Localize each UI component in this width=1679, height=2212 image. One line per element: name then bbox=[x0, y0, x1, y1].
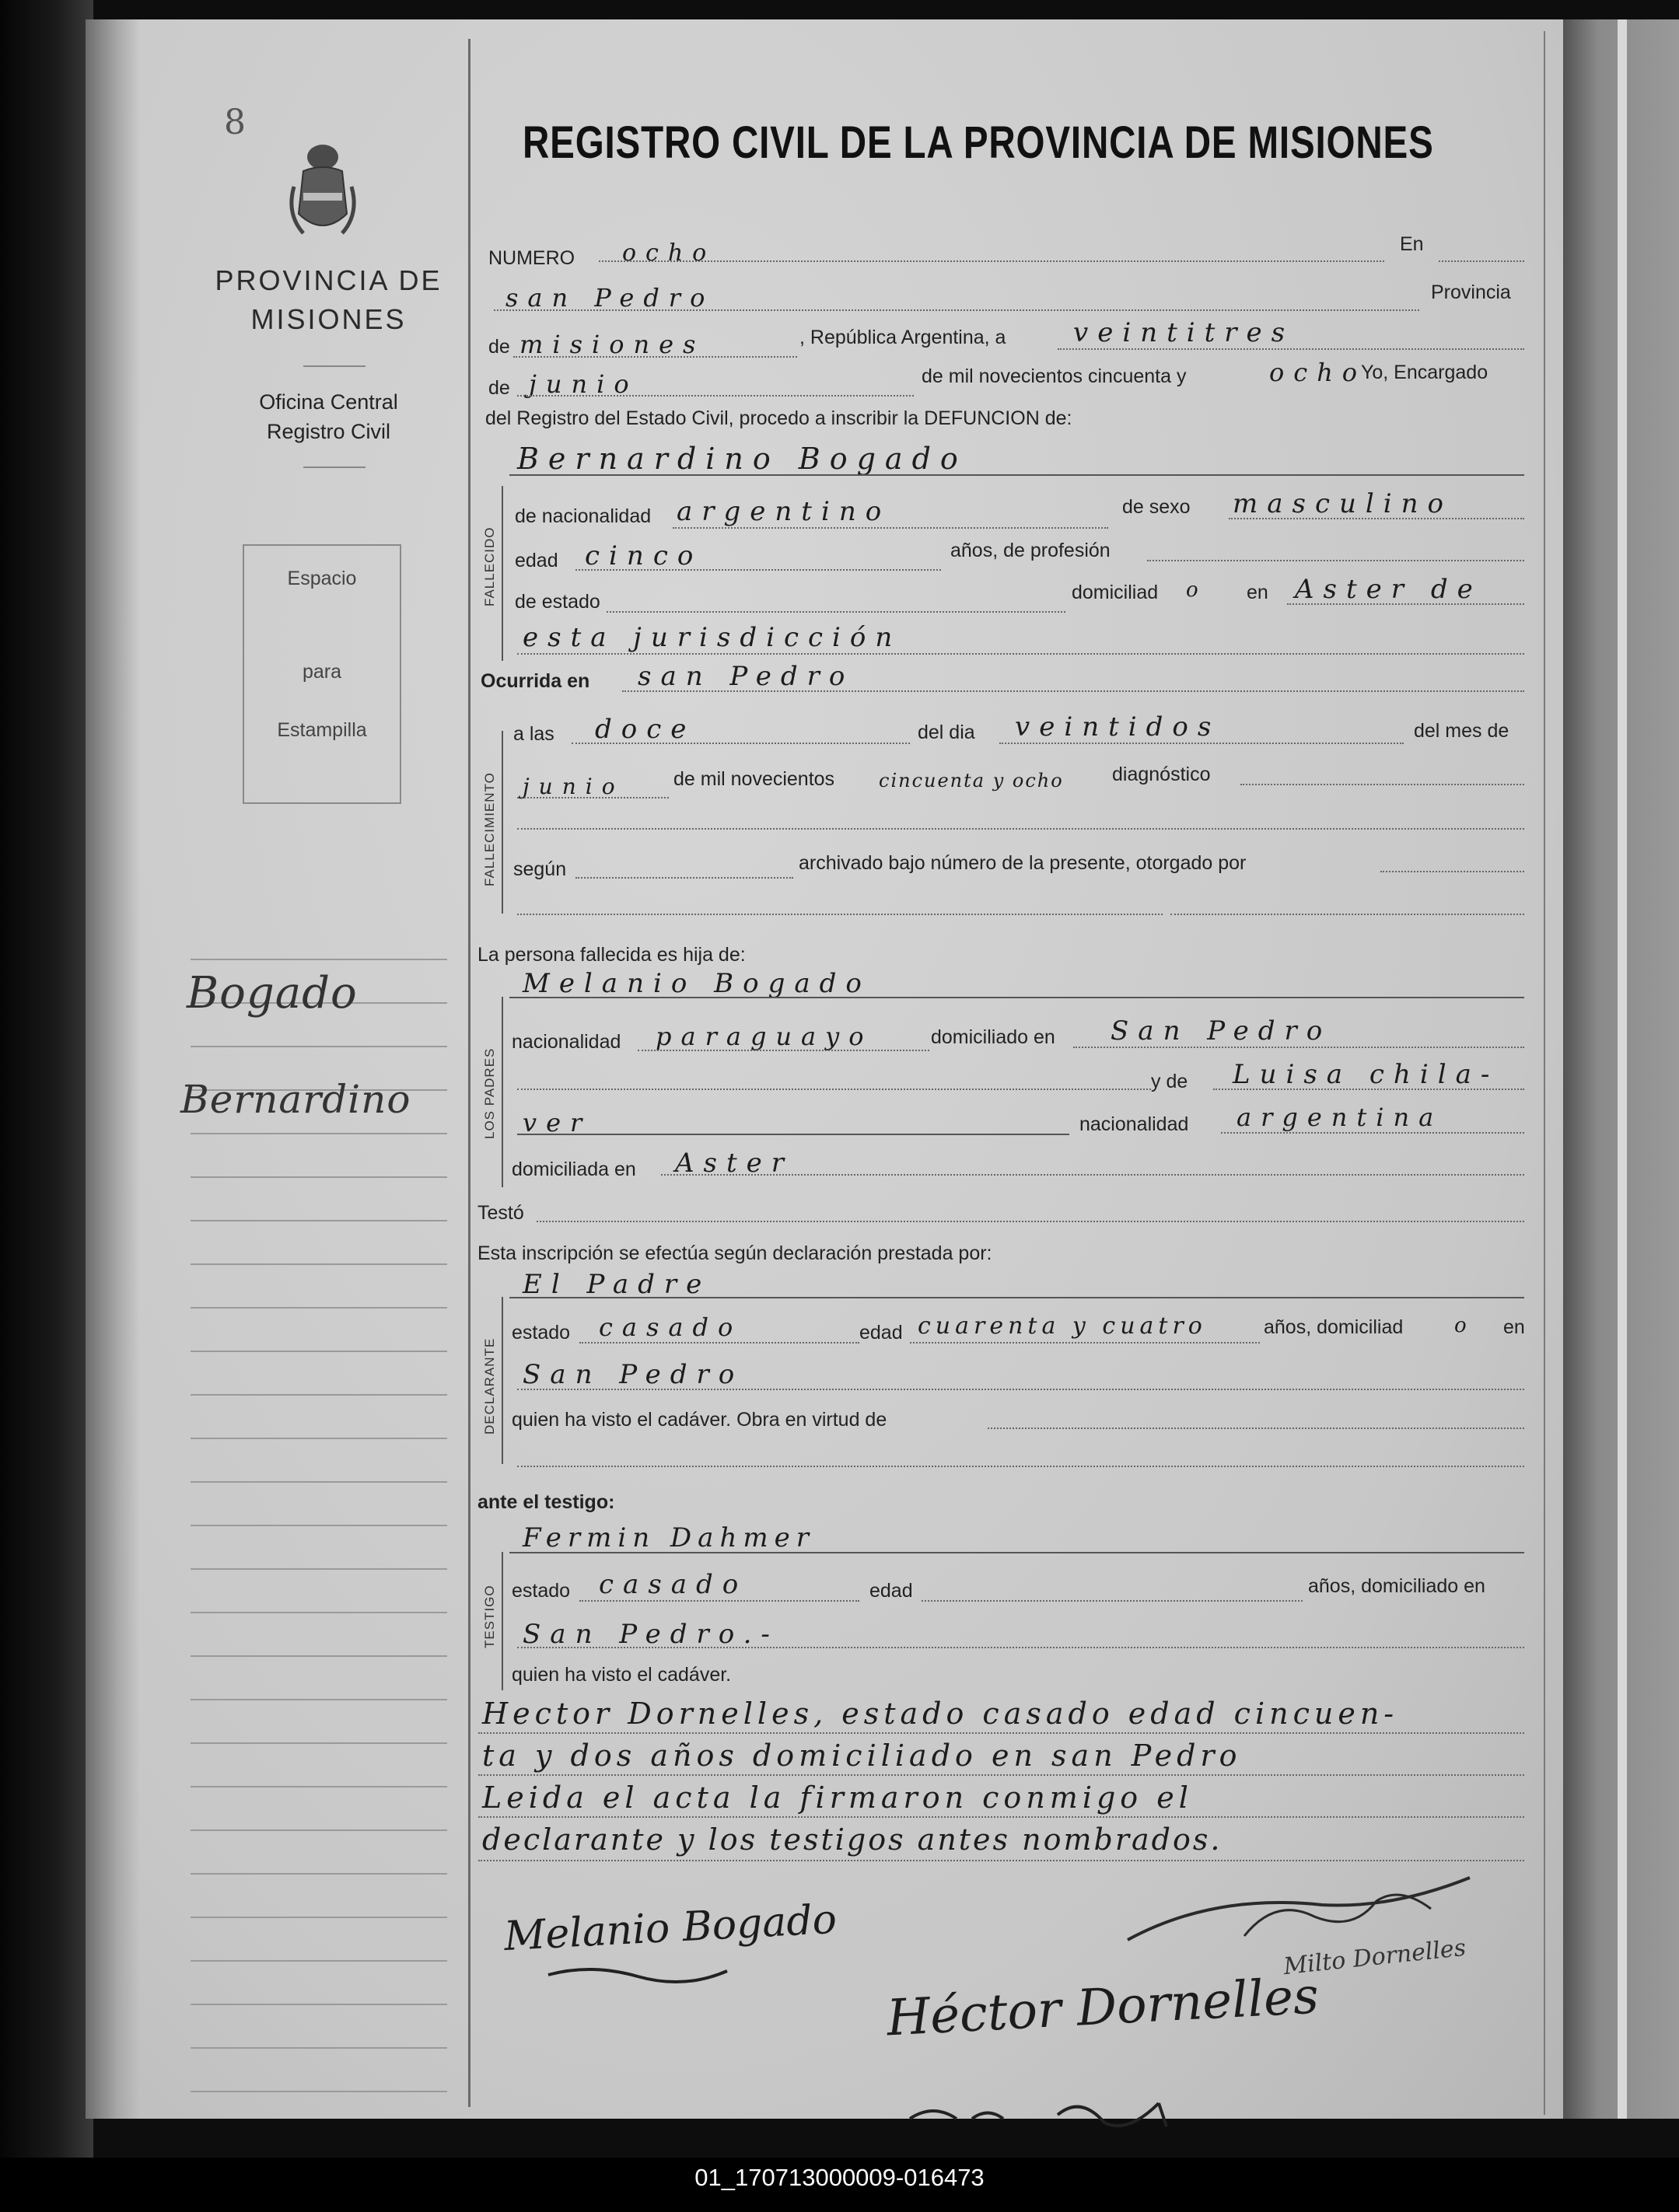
official-signature-mark bbox=[902, 2084, 1229, 2138]
dia-value: veintidos bbox=[1015, 711, 1221, 743]
document-title: REGISTRO CIVIL DE LA PROVINCIA DE MISIONES bbox=[523, 117, 1434, 168]
padre-domicilio-line bbox=[1073, 1047, 1524, 1048]
hora-value: doce bbox=[595, 714, 696, 745]
margin-rule bbox=[191, 1699, 447, 1700]
office-line1: Oficina Central bbox=[259, 390, 398, 414]
declarante-estado-label: estado bbox=[512, 1322, 571, 1344]
signature-1-underline bbox=[544, 1959, 731, 1990]
testigo-estado-label: estado bbox=[512, 1580, 571, 1602]
signature-3: Milto Dornelles bbox=[1282, 1934, 1467, 1981]
diagnostico-label: diagnóstico bbox=[1112, 764, 1211, 785]
edad-line bbox=[575, 569, 941, 571]
domiciliada-value: Aster bbox=[675, 1148, 794, 1179]
fallecimiento-section-label: FALLECIMIENTO bbox=[482, 772, 497, 886]
margin-rule bbox=[191, 1742, 447, 1744]
padres-bracket bbox=[502, 997, 503, 1187]
stamp-line3: Estampilla bbox=[277, 719, 367, 741]
diagnostico-line bbox=[1240, 784, 1524, 785]
page-gutter-shadow bbox=[86, 19, 140, 2119]
declarante-name: El Padre bbox=[523, 1269, 712, 1300]
signature-1: Melanio Bogado bbox=[502, 1896, 838, 1961]
estado-label: de estado bbox=[515, 591, 600, 613]
margin-name: Bernardino bbox=[180, 1077, 411, 1122]
national-coat-of-arms-icon bbox=[280, 140, 366, 249]
notes-rule-2 bbox=[478, 1774, 1524, 1776]
declarante-edad-value: cuarenta y cuatro bbox=[918, 1312, 1207, 1340]
padre-nacionalidad-line bbox=[638, 1050, 929, 1051]
day-value: veintitres bbox=[1073, 317, 1295, 348]
numero-value: ocho bbox=[622, 239, 716, 267]
declarante-domicilio-line bbox=[517, 1389, 1524, 1390]
declarante-visto-label: quien ha visto el cadáver. Obra en virtud de bbox=[512, 1409, 887, 1431]
madre-nacionalidad-label: nacionalidad bbox=[1079, 1113, 1189, 1135]
margin-rule bbox=[191, 1525, 447, 1526]
declarante-domicilio-value: San Pedro bbox=[523, 1359, 744, 1390]
archivado-line-2 bbox=[517, 914, 1163, 915]
declarante-section-label: DECLARANTE bbox=[482, 1337, 497, 1434]
province-title-line2: MISIONES bbox=[250, 303, 407, 335]
mes-line bbox=[517, 797, 669, 798]
testigo-anios-label: años, domiciliado en bbox=[1308, 1575, 1485, 1597]
margin-rule bbox=[191, 1960, 447, 1962]
margin-rule bbox=[191, 1307, 447, 1309]
image-identifier: 01_170713000009-016473 bbox=[694, 2164, 985, 2191]
archivado-line bbox=[1380, 871, 1524, 872]
numero-label: NUMERO bbox=[488, 247, 575, 269]
padres-section-label: LOS PADRES bbox=[482, 1047, 497, 1139]
day-line bbox=[1058, 348, 1524, 350]
madre-line bbox=[1213, 1089, 1524, 1090]
margin-rule bbox=[191, 959, 447, 960]
hora-line bbox=[572, 743, 910, 744]
province-value: misiones bbox=[519, 330, 705, 359]
fallecimiento-bracket bbox=[502, 731, 503, 914]
notes-line3: Leida el acta la firmaron conmigo el bbox=[482, 1780, 1193, 1815]
sexo-label: de sexo bbox=[1122, 496, 1191, 518]
margin-surname: Bogado bbox=[187, 968, 358, 1019]
month-value: junio bbox=[529, 369, 638, 399]
mes-value: junio bbox=[523, 774, 624, 799]
republica-label: , República Argentina, a bbox=[799, 327, 1006, 348]
domicilio-line bbox=[1287, 603, 1524, 605]
domiciliada-line bbox=[661, 1174, 1524, 1176]
declarante-estado-line bbox=[579, 1342, 859, 1344]
declarante-estado-value: casado bbox=[599, 1312, 743, 1342]
testo-line bbox=[537, 1221, 1524, 1222]
madre-nacionalidad-line bbox=[1221, 1132, 1524, 1134]
ocurrida-label: Ocurrida en bbox=[481, 670, 590, 692]
del-dia-label: del dia bbox=[918, 722, 975, 743]
stamp-line1: Espacio bbox=[287, 568, 357, 589]
margin-rule bbox=[191, 2091, 447, 2092]
segun-label: según bbox=[513, 858, 567, 880]
office-line2: Registro Civil bbox=[266, 420, 391, 443]
testigo-section-label: TESTIGO bbox=[482, 1585, 497, 1648]
deceased-name-line bbox=[509, 474, 1524, 476]
en-label: En bbox=[1400, 233, 1424, 255]
sexo-value: masculino bbox=[1233, 488, 1453, 519]
margin-rule bbox=[191, 1655, 447, 1657]
provincia-label: Provincia bbox=[1431, 281, 1511, 303]
encargado-label: Yo, Encargado bbox=[1361, 362, 1488, 383]
domicilio-line-2 bbox=[517, 653, 1524, 655]
testo-label: Testó bbox=[477, 1202, 524, 1224]
padre-nacionalidad-value: paraguayo bbox=[656, 1022, 873, 1051]
page-number: 8 bbox=[224, 103, 246, 142]
padre-line bbox=[509, 997, 1524, 998]
declarante-edad-label: edad bbox=[859, 1322, 903, 1344]
testigo-estado-line bbox=[579, 1600, 859, 1602]
book-binding bbox=[0, 0, 93, 2212]
margin-rule bbox=[191, 1220, 447, 1221]
margin-rule bbox=[191, 1351, 447, 1352]
segun-line bbox=[575, 877, 793, 879]
archivado-label: archivado bajo número de la presente, otorgado por bbox=[799, 852, 1247, 874]
fallecido-bracket bbox=[502, 486, 503, 661]
adjacent-page-edge bbox=[1618, 19, 1627, 2119]
anio-label: de mil novecientos bbox=[673, 768, 835, 790]
testigo-visto-label: quien ha visto el cadáver. bbox=[512, 1664, 732, 1686]
witness-signature-flourish bbox=[1120, 1862, 1485, 1955]
margin-rule bbox=[191, 1176, 447, 1178]
nacionalidad-line bbox=[673, 527, 1108, 529]
stamp-line2: para bbox=[302, 661, 342, 683]
margin-rule bbox=[191, 1481, 447, 1483]
notes-rule-3 bbox=[478, 1816, 1524, 1818]
nacionalidad-label: de nacionalidad bbox=[515, 505, 652, 527]
province-title-line1: PROVINCIA DE bbox=[215, 264, 442, 296]
notes-line2: ta y dos años domiciliado en san Pedro bbox=[482, 1738, 1242, 1773]
domicilio-value-2: esta jurisdicción bbox=[523, 622, 902, 653]
declarante-edad-line bbox=[910, 1342, 1260, 1344]
padre-domiciliado-label: domiciliado en bbox=[931, 1026, 1055, 1048]
margin-rule bbox=[191, 1917, 447, 1918]
padre-domicilio-value: San Pedro bbox=[1111, 1015, 1332, 1047]
testigo-edad-line bbox=[922, 1600, 1303, 1602]
archivado-line-3 bbox=[1170, 914, 1524, 915]
declarante-intro-label: Esta inscripción se efectúa según declaración prestada por: bbox=[477, 1242, 992, 1264]
declarante-bracket bbox=[502, 1297, 503, 1464]
margin-rule bbox=[191, 2004, 447, 2005]
margin-rule bbox=[191, 1133, 447, 1134]
padre-extra-line bbox=[517, 1089, 1151, 1090]
madre-nacionalidad-value: argentina bbox=[1237, 1103, 1443, 1132]
margin-rule bbox=[191, 1568, 447, 1570]
testigo-estado-value: casado bbox=[599, 1569, 748, 1600]
padres-intro-label: La persona fallecida es hija de: bbox=[477, 944, 746, 966]
en-line bbox=[1439, 260, 1524, 262]
margin-rule bbox=[191, 1438, 447, 1439]
declarante-visto-line-2 bbox=[517, 1466, 1524, 1467]
margin-rule bbox=[191, 1873, 447, 1875]
notes-rule-4 bbox=[478, 1860, 1524, 1861]
profesion-label: años, de profesión bbox=[950, 540, 1111, 561]
domicilio-en-label: en bbox=[1247, 582, 1268, 603]
testigo-name-line bbox=[509, 1552, 1524, 1553]
margin-rule bbox=[191, 1612, 447, 1613]
madre-line-2 bbox=[517, 1134, 1069, 1135]
testigo-domicilio-line bbox=[517, 1647, 1524, 1648]
de-label: de bbox=[488, 336, 510, 358]
declarante-anios-suffix: o bbox=[1454, 1314, 1467, 1337]
ocurrida-line bbox=[622, 690, 1524, 692]
margin-rule bbox=[191, 2047, 447, 2049]
testigo-domicilio-value: San Pedro.- bbox=[523, 1619, 779, 1650]
domiciliada-label: domiciliada en bbox=[512, 1158, 636, 1180]
madre-value: Luisa chila- bbox=[1233, 1059, 1499, 1090]
del-mes-label: del mes de bbox=[1414, 720, 1509, 742]
nacionalidad-value: argentino bbox=[677, 496, 891, 527]
notes-line4: declarante y los testigos antes nombrados. bbox=[482, 1822, 1223, 1857]
notes-line1: Hector Dornelles, estado casado edad cincuen- bbox=[482, 1697, 1399, 1731]
dia-line bbox=[999, 743, 1404, 744]
testigo-edad-label: edad bbox=[869, 1580, 913, 1602]
diagnostico-line-2 bbox=[517, 828, 1524, 830]
anio-value: cincuenta y ocho bbox=[879, 770, 1064, 791]
place-value: san Pedro bbox=[505, 283, 715, 313]
declarante-name-line bbox=[509, 1297, 1524, 1298]
margin-rule bbox=[191, 1394, 447, 1396]
testigo-intro-label: ante el testigo: bbox=[477, 1491, 615, 1513]
domiciliado-suffix: o bbox=[1186, 578, 1198, 602]
madre-value-2: ver bbox=[523, 1108, 592, 1137]
divider-rule bbox=[303, 467, 366, 468]
declarante-visto-line bbox=[988, 1427, 1524, 1429]
place-line bbox=[494, 309, 1419, 311]
notes-rule-1 bbox=[478, 1732, 1524, 1734]
year-value: ocho bbox=[1269, 358, 1367, 387]
year-label: de mil novecientos cincuenta y bbox=[922, 365, 1187, 387]
sexo-line bbox=[1229, 518, 1524, 519]
month-line bbox=[517, 395, 914, 397]
column-divider bbox=[468, 39, 470, 2107]
deceased-name: Bernardino Bogado bbox=[517, 442, 967, 476]
declarante-en-label: en bbox=[1503, 1316, 1525, 1338]
domicilio-value: Aster de bbox=[1295, 574, 1482, 605]
margin-rule bbox=[191, 1263, 447, 1265]
right-margin-rule bbox=[1544, 31, 1545, 2115]
de-label-2: de bbox=[488, 377, 510, 399]
fallecido-section-label: FALLECIDO bbox=[482, 526, 497, 606]
y-de-label: y de bbox=[1151, 1071, 1188, 1092]
signature-2: Héctor Dornelles bbox=[885, 1967, 1320, 2048]
padre-nacionalidad-label: nacionalidad bbox=[512, 1031, 621, 1053]
declarante-anios-label: años, domiciliad bbox=[1264, 1316, 1404, 1338]
divider-rule bbox=[303, 365, 366, 367]
ocurrida-value: san Pedro bbox=[638, 661, 855, 692]
edad-label: edad bbox=[515, 550, 558, 571]
margin-rule bbox=[191, 1786, 447, 1787]
margin-rule bbox=[191, 1046, 447, 1047]
a-las-label: a las bbox=[513, 723, 554, 745]
inscribir-label: del Registro del Estado Civil, procedo a inscribir la DEFUNCION de: bbox=[485, 407, 1072, 429]
padre-value: Melanio Bogado bbox=[523, 968, 871, 999]
testigo-name: Fermin Dahmer bbox=[523, 1522, 815, 1553]
testigo-bracket bbox=[502, 1552, 503, 1690]
domiciliado-label: domiciliad bbox=[1072, 582, 1159, 603]
province-line bbox=[513, 356, 797, 358]
edad-value: cinco bbox=[585, 540, 703, 571]
profesion-line bbox=[1147, 560, 1524, 561]
numero-line bbox=[599, 260, 1384, 262]
margin-rule bbox=[191, 1829, 447, 1831]
estado-line bbox=[607, 611, 1065, 613]
